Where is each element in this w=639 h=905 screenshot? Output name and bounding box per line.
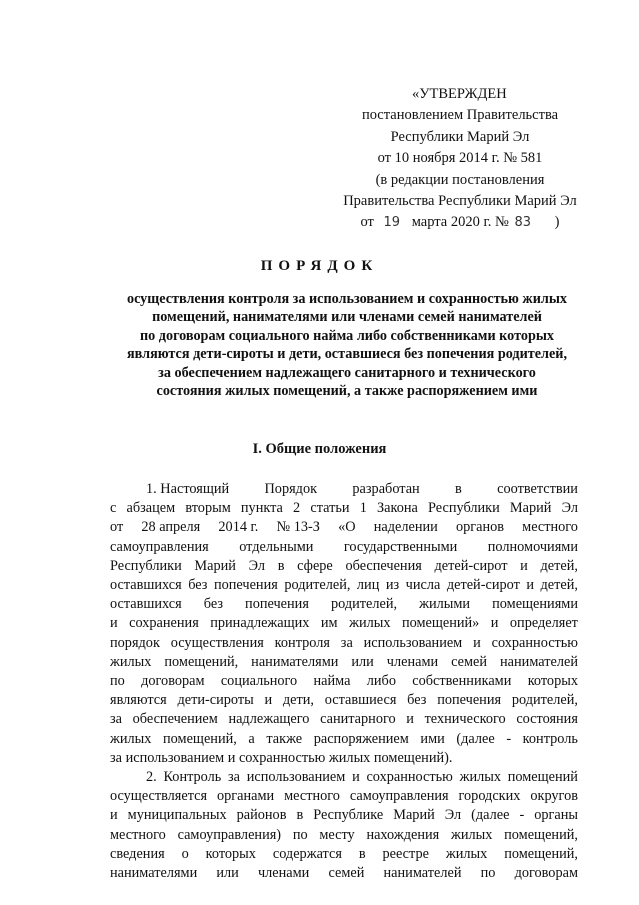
body-word: надлежащего xyxy=(228,711,310,728)
body-word: органами xyxy=(217,788,275,805)
body-word: муниципальных xyxy=(127,807,227,824)
approval-line: (в редакции постановления xyxy=(375,171,545,188)
body-word: по xyxy=(292,826,308,843)
body-word: (далее xyxy=(456,730,495,747)
approval-line: Правительства Республики Марий Эл xyxy=(343,193,577,210)
body-word: органов xyxy=(455,519,504,536)
body-word: детей, xyxy=(540,557,578,574)
body-word: нахождения xyxy=(366,826,440,843)
approval-line: постановлением Правительства xyxy=(361,107,559,124)
body-word: Порядок xyxy=(264,481,318,497)
body-text xyxy=(110,480,578,883)
body-word: а xyxy=(248,730,255,747)
body-word: или xyxy=(216,865,239,882)
body-word: соответствии xyxy=(497,481,578,497)
body-word: самоуправления xyxy=(110,538,209,555)
body-word: дети-сироты xyxy=(177,692,254,709)
body-word: за xyxy=(110,711,122,728)
body-word: договорам xyxy=(514,865,578,882)
body-word: Республике xyxy=(313,807,384,824)
body-word: также xyxy=(266,730,303,747)
body-word: и xyxy=(490,615,499,632)
body-word: жилыми xyxy=(419,596,471,613)
body-word: месту xyxy=(319,826,355,843)
body-word: и xyxy=(110,615,118,632)
body-line xyxy=(110,691,578,710)
body-word: и xyxy=(526,577,534,594)
body-word: за xyxy=(228,769,241,786)
body-word: жилых xyxy=(110,653,152,670)
body-word: за xyxy=(340,634,353,651)
body-word: контроля xyxy=(274,634,330,651)
body-word: местного xyxy=(522,519,578,536)
body-line xyxy=(110,480,578,499)
body-word: договорам xyxy=(141,673,205,690)
body-line xyxy=(110,806,578,825)
body-word: 1. Настоящий xyxy=(146,481,230,497)
body-word: в xyxy=(296,807,304,824)
body-line xyxy=(110,614,578,633)
body-line xyxy=(110,845,578,864)
body-word: принадлежащих xyxy=(210,615,310,632)
body-line xyxy=(110,499,578,518)
body-word: абзацем xyxy=(126,500,176,517)
body-word: «О xyxy=(338,519,356,536)
body-word: - xyxy=(506,730,512,747)
body-word: и xyxy=(110,807,118,824)
body-word: осуществления xyxy=(170,634,264,651)
body-word: распоряжением xyxy=(313,730,409,747)
approval-date-middle: марта 2020 г. № xyxy=(411,214,509,231)
body-word: Закона xyxy=(377,500,418,517)
approval-line: «УТВЕРЖДЕН xyxy=(412,86,507,102)
body-word: разработан xyxy=(352,481,420,497)
body-word: жилых xyxy=(459,769,501,786)
body-word: помещений, xyxy=(163,730,237,747)
body-word: помещений, xyxy=(504,826,578,843)
body-word: являются xyxy=(110,692,167,709)
body-word: Эл xyxy=(248,557,266,574)
body-word: государственными xyxy=(343,538,458,555)
body-word: с xyxy=(110,500,117,517)
body-word: семей xyxy=(451,653,488,670)
body-word: (далее xyxy=(471,807,510,824)
approval-date-number: 83 xyxy=(514,215,532,231)
body-word: отдельными xyxy=(239,538,314,555)
body-word: сфере xyxy=(297,557,333,574)
body-word: 2014 г. xyxy=(218,519,259,536)
body-word: семей xyxy=(328,865,365,882)
section-heading: I. Общие положения xyxy=(252,441,387,457)
body-word: без xyxy=(407,692,427,709)
body-word: нанимателей xyxy=(383,865,462,882)
body-line xyxy=(110,557,578,576)
body-line xyxy=(110,576,578,595)
body-word: детей-сирот xyxy=(434,557,508,574)
body-word: сохранностью xyxy=(491,634,578,651)
body-word: ими xyxy=(420,730,445,747)
body-word: определяет xyxy=(509,615,578,632)
body-word: полномочиями xyxy=(487,538,578,555)
body-word: самоуправления xyxy=(349,788,449,805)
body-word: родителей, xyxy=(284,577,351,594)
body-word: районов xyxy=(236,807,287,824)
body-word: Марий xyxy=(509,500,552,517)
body-word: наделении xyxy=(373,519,438,536)
document-title: ПОРЯДОК xyxy=(260,258,379,274)
body-word: жилых xyxy=(450,826,493,843)
body-word: в xyxy=(358,845,366,862)
subtitle-line: являются дети-сироты и дети, оставшиеся без попечения родителей, xyxy=(126,346,568,363)
body-word: в xyxy=(455,481,462,497)
body-word: контроль xyxy=(522,730,578,747)
body-word: порядок xyxy=(110,634,160,651)
approval-date-line xyxy=(330,212,590,233)
body-line xyxy=(110,730,578,749)
approval-date-day: 19 xyxy=(383,215,401,231)
body-word: помещений, xyxy=(504,845,578,862)
body-word: обеспечения xyxy=(345,557,422,574)
body-word: сведения xyxy=(110,845,165,862)
body-word: без xyxy=(188,577,208,594)
body-word: жилых xyxy=(445,845,488,862)
body-line xyxy=(110,653,578,672)
body-word: членами xyxy=(257,865,310,882)
body-word: санитарного xyxy=(320,711,396,728)
body-word: детей-сирот xyxy=(446,577,520,594)
body-word: найма xyxy=(313,673,351,690)
body-word: или xyxy=(351,653,374,670)
body-word: дети, xyxy=(282,692,314,709)
body-word: и xyxy=(473,634,481,651)
body-line xyxy=(110,710,578,729)
body-word: по xyxy=(480,865,496,882)
body-word: и xyxy=(352,769,360,786)
body-word: и xyxy=(264,692,273,709)
body-word: органы xyxy=(534,807,578,824)
body-word: оставшихся xyxy=(110,577,182,594)
body-word: Республики xyxy=(428,500,500,517)
body-word: оставшиеся xyxy=(324,692,397,709)
body-word: 1 xyxy=(359,500,367,517)
body-word: состояния xyxy=(516,711,578,728)
body-word: о xyxy=(181,845,189,862)
subtitle-line: состояния жилых помещений, а также распоряжением ими xyxy=(156,383,538,400)
body-word: попечения xyxy=(437,692,502,709)
body-word: № 13-З xyxy=(276,519,320,536)
approval-date-suffix: ) xyxy=(554,214,560,231)
approval-line: Республики Марий Эл xyxy=(390,128,530,145)
body-word: помещений xyxy=(507,769,578,786)
body-word: вторым xyxy=(185,500,231,517)
body-line xyxy=(110,672,578,691)
body-word: реестре xyxy=(382,845,429,862)
body-word: осуществляется xyxy=(110,788,208,805)
body-word: которых xyxy=(527,673,578,690)
body-line xyxy=(110,749,578,768)
body-word: использованием xyxy=(363,634,463,651)
body-word: содержатся xyxy=(272,845,342,862)
body-word: Марий xyxy=(194,557,236,574)
body-word: городских xyxy=(458,788,521,805)
body-word: от xyxy=(110,519,124,536)
body-word: пункта xyxy=(240,500,283,517)
body-word: помещений, xyxy=(164,653,239,670)
body-word: технического xyxy=(424,711,506,728)
body-word: обеспечением xyxy=(132,711,218,728)
body-word: помещений» xyxy=(401,615,480,632)
body-word: местного xyxy=(284,788,340,805)
body-word: нанимателями xyxy=(110,865,198,882)
body-word: либо xyxy=(366,673,396,690)
body-word: без xyxy=(203,596,223,613)
body-word: родителей, xyxy=(511,692,578,709)
body-word: которых xyxy=(205,845,256,862)
body-word: сохранностью xyxy=(366,769,453,786)
body-word: собственниками xyxy=(412,673,512,690)
body-word: и xyxy=(520,557,528,574)
body-word: 28 апреля xyxy=(141,519,201,536)
subtitle-line: помещений, нанимателями или членами семей нанимателей xyxy=(152,309,542,326)
body-word: самоуправления) xyxy=(177,826,282,843)
body-word: Республики xyxy=(110,557,182,574)
body-word: по xyxy=(110,673,125,690)
body-word: статьи xyxy=(310,500,350,517)
body-line xyxy=(110,538,578,557)
body-word: использованием xyxy=(246,769,346,786)
body-word: социального xyxy=(220,673,298,690)
subtitle-line: по договорам социального найма либо собственниками которых xyxy=(139,327,555,344)
body-word: жилых xyxy=(349,615,391,632)
document-subtitle xyxy=(98,290,596,400)
body-word: лиц xyxy=(356,577,380,594)
body-word: числа xyxy=(405,577,441,594)
body-word: Марий xyxy=(393,807,435,824)
body-word: оставшихся xyxy=(110,596,182,613)
subtitle-line: осуществления контроля за использованием и сохранностью жилых xyxy=(126,291,568,307)
body-word: в xyxy=(277,557,285,574)
body-word: местного xyxy=(110,826,166,843)
body-word: и xyxy=(406,711,414,728)
approval-line: от 10 ноября 2014 г. № 581 xyxy=(377,150,543,167)
body-word: - xyxy=(519,807,525,824)
body-word: из xyxy=(385,577,400,594)
body-line xyxy=(110,826,578,845)
body-word: им xyxy=(320,615,338,632)
body-word: помещениями xyxy=(492,596,578,613)
body-word: 2. xyxy=(146,769,157,786)
body-line xyxy=(110,787,578,806)
body-word: попечения xyxy=(245,596,309,613)
body-word: за использованием и сохранностью жилых помещений). xyxy=(110,749,453,766)
body-word: попечения xyxy=(213,577,278,594)
body-word: жилых xyxy=(110,730,152,747)
subtitle-line: за обеспечением надлежащего санитарного и технического xyxy=(158,364,536,381)
body-word: нанимателями xyxy=(251,653,339,670)
body-word: членами xyxy=(386,653,439,670)
body-line xyxy=(110,634,578,653)
body-word: нанимателей xyxy=(500,653,578,670)
body-line xyxy=(110,768,578,787)
body-line xyxy=(110,864,578,883)
body-word: 2 xyxy=(293,500,301,517)
body-word: родителей, xyxy=(330,596,398,613)
approval-date-prefix: от xyxy=(360,214,374,231)
approval-stamp xyxy=(330,84,590,234)
body-word: Эл xyxy=(444,807,462,824)
body-line xyxy=(110,518,578,537)
body-word: округов xyxy=(530,788,578,805)
body-word: сохранения xyxy=(129,615,199,632)
body-word: Контроль xyxy=(163,769,222,786)
body-line xyxy=(110,595,578,614)
body-word: детей, xyxy=(540,577,578,594)
body-word: Эл xyxy=(561,500,578,517)
